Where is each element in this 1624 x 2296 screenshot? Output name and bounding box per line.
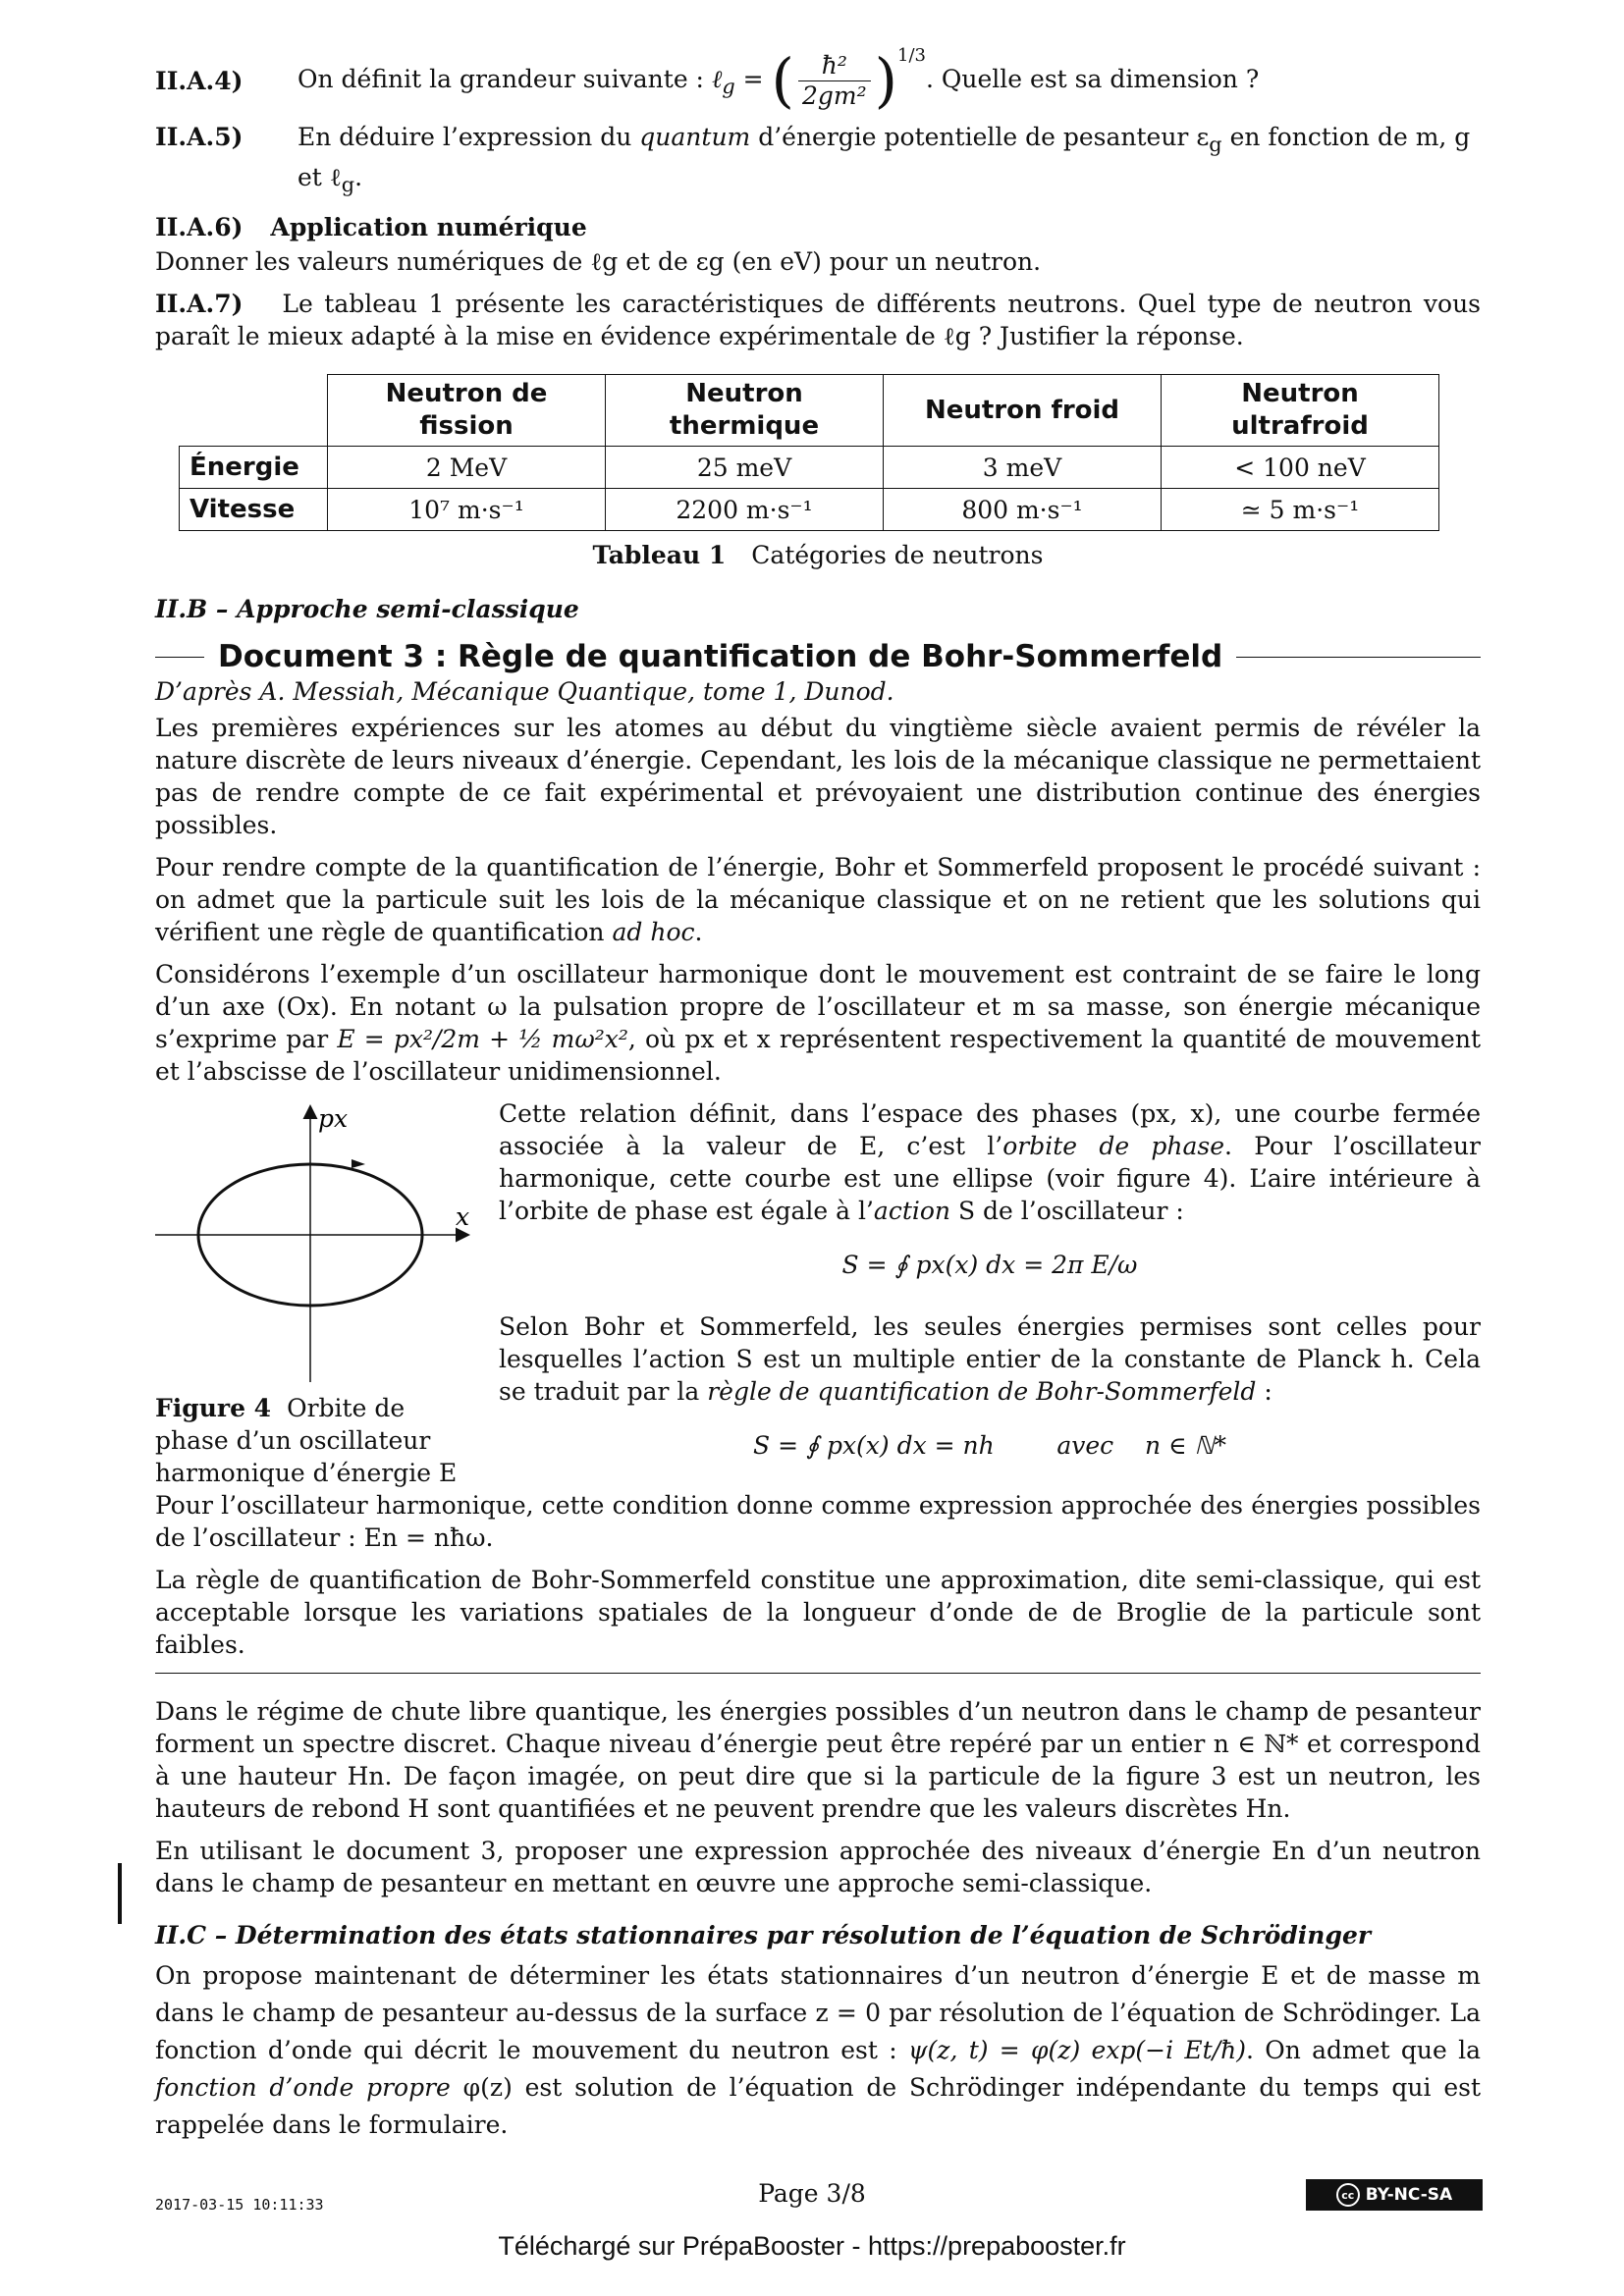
table-caption: Tableau 1 Catégories de neutrons (592, 541, 1044, 569)
table-header: Neutron thermique (606, 375, 884, 447)
figure-row (155, 1097, 1481, 1489)
doc-paragraph: Selon Bohr et Sommerfeld, les seules énergies permises sont celles pour lesquelles l’action S est un multiple entier de la constante de Planck h. Cela se traduit par la règle de quantification de Bohr-Sommerfeld : (499, 1312, 1481, 1406)
body-paragraph: On propose maintenant de déterminer les états stationnaires d’un neutron d’énergie E et de masse m dans le champ de pesanteur au-dessus de la surface z = 0 par résolution de l’équation de Schrödinger. La fonction d’onde qui décrit le mouvement du neutron est : ψ(z, t) = φ(z) exp(−i Et/ħ). On admet que la fonction d’onde propre φ(z) est solution de l’équation de Schrödinger indépendante du temps qui est rappelée dans le formulaire. (155, 1961, 1481, 2139)
doc-paragraph: Considérons l’exemple d’un oscillateur harmonique dont le mouvement est contraint de se faire le long d’un axe (Ox). En notant ω la pulsation propre de l’oscillateur et m sa masse, son énergie mécanique s’exprime par E = px²/2m + ½ mω²x², où px et x représentent respectivement la quantité de mouvement et l’abscisse de l’oscillateur unidimensionnel. (155, 960, 1481, 1086)
table-header: Neutron de fission (328, 375, 606, 447)
phase-orbit-diagram (155, 1097, 479, 1382)
doc-paragraph: Les premières expériences sur les atomes au début du vingtième siècle avaient permis de révéler la nature discrète de leurs niveaux d’énergie. Cependant, les lois de la mécanique classique ne permettaient pas de rendre compte de ce fait expérimental et prévoyaient une distribution continue des énergies possibles. (155, 714, 1481, 839)
question-2a5: II.A.5) En déduire l’expression du quantum d’énergie potentielle de pesanteur $\varepsilon_g$ en fonction de m, g et ℓ$_g$. (155, 123, 1471, 196)
doc-paragraph: La règle de quantification de Bohr-Sommerfeld constitue une approximation, dite semi-classique, qui est acceptable lorsque les variations spatiales de la longueur d’onde de de Broglie de la particule sont faibles. (155, 1566, 1481, 1659)
table-row: Énergie 2 MeV 25 meV 3 meV < 100 neV (180, 447, 1439, 489)
cc-license-badge: cc BY-NC-SA (1306, 2179, 1483, 2211)
question-paragraph: En utilisant le document 3, proposer une expression approchée des niveaux d’énergie En d’un neutron dans le champ de pesanteur en mettant en œuvre une approche semi-classique. (155, 1837, 1481, 1897)
change-bar (118, 1863, 122, 1924)
figure-4 (155, 1097, 499, 1489)
body-paragraph: Dans le régime de chute libre quantique, les énergies possibles d’un neutron dans le champ de pesanteur forment un spectre discret. Chaque niveau d’énergie peut être repéré par un entier n ∈ ℕ* et correspond à une hauteur Hn. De façon imagée, on peut dire que si la particule de la figure 3 est un neutron, les hauteurs de rebond H sont quantifiées et ne peuvent prendre que les valeurs discrètes Hn. (155, 1697, 1481, 1823)
cc-icon: cc (1336, 2183, 1360, 2207)
page-content (155, 44, 1482, 2154)
table-cell: 3 meV (884, 447, 1162, 489)
section-2b-title: II.B – Approche semi-classique (155, 595, 579, 623)
question-2a6: II.A.6) Application numérique (155, 213, 587, 241)
equation-action: S = ∮ px(x) dx = 2π E/ω (841, 1251, 1138, 1279)
table-header: Neutron froid (884, 375, 1162, 447)
table-header: Neutron ultrafroid (1162, 375, 1439, 447)
doc-paragraph: Cette relation définit, dans l’espace des phases (px, x), une courbe fermée associée à la valeur de E, c’est l’orbite de phase. Pour l’oscillateur harmonique, cette courbe est une ellipse (voir figure 4). L’aire intérieure à l’orbite de phase est égale à l’action S de l’oscillateur : (499, 1099, 1482, 1225)
equation-bohr-sommerfeld: S = ∮ px(x) dx = nh avec n ∈ ℕ* (753, 1431, 1226, 1460)
table-cell: 2200 m·s⁻¹ (606, 489, 884, 531)
document-source: D’après A. Messiah, Mécanique Quantique, tome 1, Dunod. (155, 677, 894, 706)
document-title: Document 3 : Règle de quantification de Bohr-Sommerfeld (155, 641, 1481, 673)
question-2a7: II.A.7) Le tableau 1 présente les caractéristiques de différents neutrons. Quel type de neutron vous paraît le mieux adapté à la mise en évidence expérimentale de ℓg ? Justifier la réponse. (155, 290, 1481, 350)
table-cell: 2 MeV (328, 447, 606, 489)
question-2a4: II.A.4) On définit la grandeur suivante : ℓ$_g$ = ( $\frac{\text{ħ²}}{\text{2gm²}}$ )$^{1/3}$. Quelle est sa dimension ? (155, 44, 1260, 116)
neutron-table (179, 374, 1439, 531)
px-axis-label: px (318, 1104, 349, 1133)
x-axis-label: x (456, 1202, 470, 1231)
download-notice[interactable]: Téléchargé sur PrépaBooster - https://prepabooster.fr (498, 2231, 1126, 2261)
table-header-row (180, 375, 1439, 447)
table-cell: ≃ 5 m·s⁻¹ (1162, 489, 1439, 531)
question-number: II.A.4) (155, 67, 244, 95)
table-cell: 25 meV (606, 447, 884, 489)
doc-paragraph: Pour rendre compte de la quantification de l’énergie, Bohr et Sommerfeld proposent le procédé suivant : on admet que la particule suit les lois de la mécanique classique et on ne retient que les solutions qui vérifient une règle de quantification ad hoc. (155, 853, 1481, 946)
table-cell: 800 m·s⁻¹ (884, 489, 1162, 531)
fraction: $\frac{\text{ħ²}}{\text{2gm²}}$ (798, 51, 871, 111)
table-cell: 10⁷ m·s⁻¹ (328, 489, 606, 531)
doc-paragraph: Pour l’oscillateur harmonique, cette condition donne comme expression approchée des énergies possibles de l’oscillateur : En = nħω. (155, 1491, 1481, 1552)
footer-date: 2017-03-15 10:11:33 (155, 2196, 324, 2214)
arrow-icon (352, 1159, 365, 1168)
page-number: Page 3/8 (758, 2179, 866, 2208)
question-2a6-text: Donner les valeurs numériques de ℓg et de εg (en eV) pour un neutron. (155, 247, 1042, 276)
section-2c-title: II.C – Détermination des états stationnaires par résolution de l’équation de Schrödinger (155, 1921, 1372, 1949)
figure-caption: Figure 4 Orbite de phase d’un oscillateur harmonique d’énergie E (155, 1394, 458, 1487)
table-row: Vitesse 10⁷ m·s⁻¹ 2200 m·s⁻¹ 800 m·s⁻¹ ≃ 5 m·s⁻¹ (180, 489, 1439, 531)
table-cell: < 100 neV (1162, 447, 1439, 489)
document-end-rule (155, 1673, 1481, 1674)
